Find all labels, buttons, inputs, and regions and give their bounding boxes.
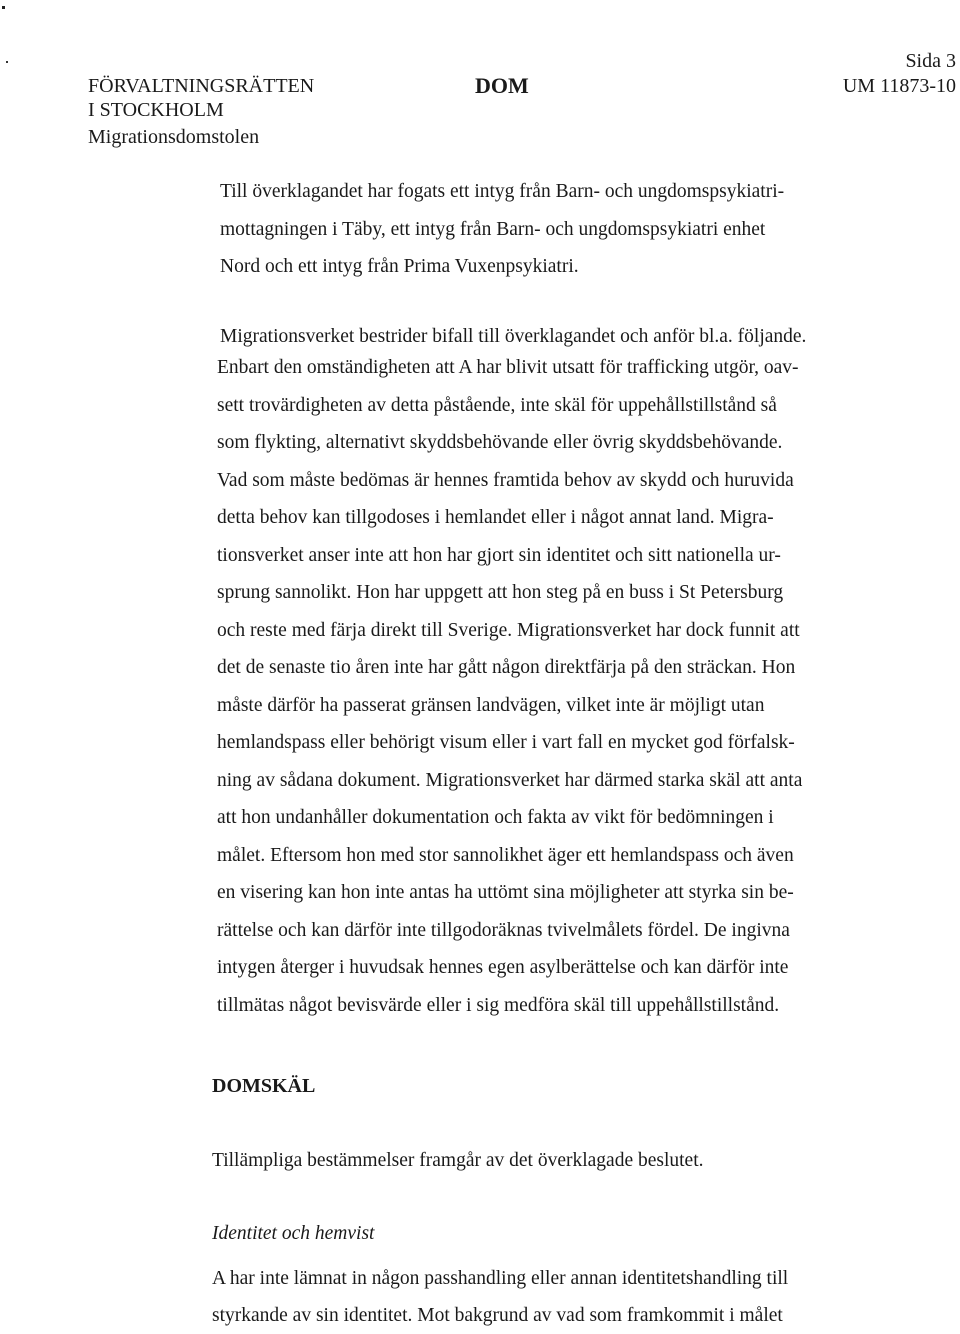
text-line: och reste med färja direkt till Sverige. Migrationsverket har dock funnit att — [217, 619, 800, 641]
section-heading-domskal: DOMSKÄL — [212, 1075, 316, 1097]
text-line: tionsverket anser inte att hon har gjort sin identitet och sitt nationella ur- — [217, 544, 781, 566]
text-line: intygen återger i huvudsak hennes egen asylberättelse och kan därför inte — [217, 957, 789, 978]
text-line: sett trovärdigheten av detta påstående, inte skäl för uppehållstillstånd så — [217, 394, 777, 416]
court-name: FÖRVALTNINGSRÄTTEN — [88, 75, 315, 97]
text-line: Nord och ett intyg från Prima Vuxenpsykiatri. — [220, 256, 579, 277]
text-line: mottagningen i Täby, ett intyg från Barn- och ungdomspsykiatri enhet — [220, 218, 766, 240]
text-line: Enbart den omständigheten att A har blivit utsatt för trafficking utgör, oav- — [217, 357, 799, 378]
text-line: styrkande av sin identitet. Mot bakgrund av vad som framkommit i målet — [212, 1305, 783, 1326]
text-line: måste därför ha passerat gränsen landvägen, vilket inte är möjligt utan — [217, 694, 765, 716]
case-number: UM 11873-10 — [842, 75, 956, 97]
text-line: målet. Eftersom hon med stor sannolikhet äger ett hemlandspass och även — [217, 844, 794, 866]
paragraph-provisions: Tillämpliga bestämmelser framgår av det överklagade beslutet. — [212, 1150, 704, 1171]
page-number: Sida 3 — [905, 50, 956, 72]
text-line: sprung sannolikt. Hon har uppgett att hon steg på en buss i St Petersburg — [217, 582, 784, 603]
text-line: hemlandspass eller behörigt visum eller i vart fall en mycket god förfalsk- — [217, 732, 795, 753]
text-line: Migrationsverket bestrider bifall till överklagandet och anför bl.a. följande. — [220, 326, 807, 347]
text-line: ning av sådana dokument. Migrationsverket har därmed starka skäl att anta — [217, 769, 803, 791]
paragraph-agency-argument — [217, 349, 937, 1024]
text-line: tillmätas något bevisvärde eller i sig medföra skäl till uppehållstillstånd. — [217, 994, 780, 1016]
scan-mark — [2, 6, 5, 9]
text-line: A har inte lämnat in någon passhandling eller annan identitetshandling till — [212, 1268, 789, 1289]
text-line: som flykting, alternativt skyddsbehövande eller övrig skyddsbehövande. — [217, 432, 783, 453]
court-location: I STOCKHOLM — [88, 99, 224, 121]
court-division: Migrationsdomstolen — [88, 126, 260, 148]
text-line: att hon undanhåller dokumentation och fakta av vikt för bedömningen i — [217, 807, 774, 828]
subheading-identity: Identitet och hemvist — [212, 1223, 375, 1244]
paragraph-identity — [212, 1260, 942, 1334]
text-line: rättelse och kan därför inte tillgodoräknas tvivelmålets fördel. De ingivna — [217, 919, 790, 941]
text-line: Vad som måste bedömas är hennes framtida behov av skydd och huruvida — [217, 469, 794, 491]
scan-mark — [6, 61, 8, 63]
paragraph-attachments — [220, 173, 940, 286]
text-line: Till överklagandet har fogats ett intyg från Barn- och ungdomspsykiatri- — [220, 181, 785, 202]
text-line: detta behov kan tillgodoses i hemlandet eller i något annat land. Migra- — [217, 507, 774, 528]
document-type: DOM — [475, 73, 529, 98]
text-line: det de senaste tio åren inte har gått någon direktfärja på den sträckan. Hon — [217, 657, 796, 678]
text-line: en visering kan hon inte antas ha uttömt sina möjligheter att styrka sin be- — [217, 882, 794, 903]
